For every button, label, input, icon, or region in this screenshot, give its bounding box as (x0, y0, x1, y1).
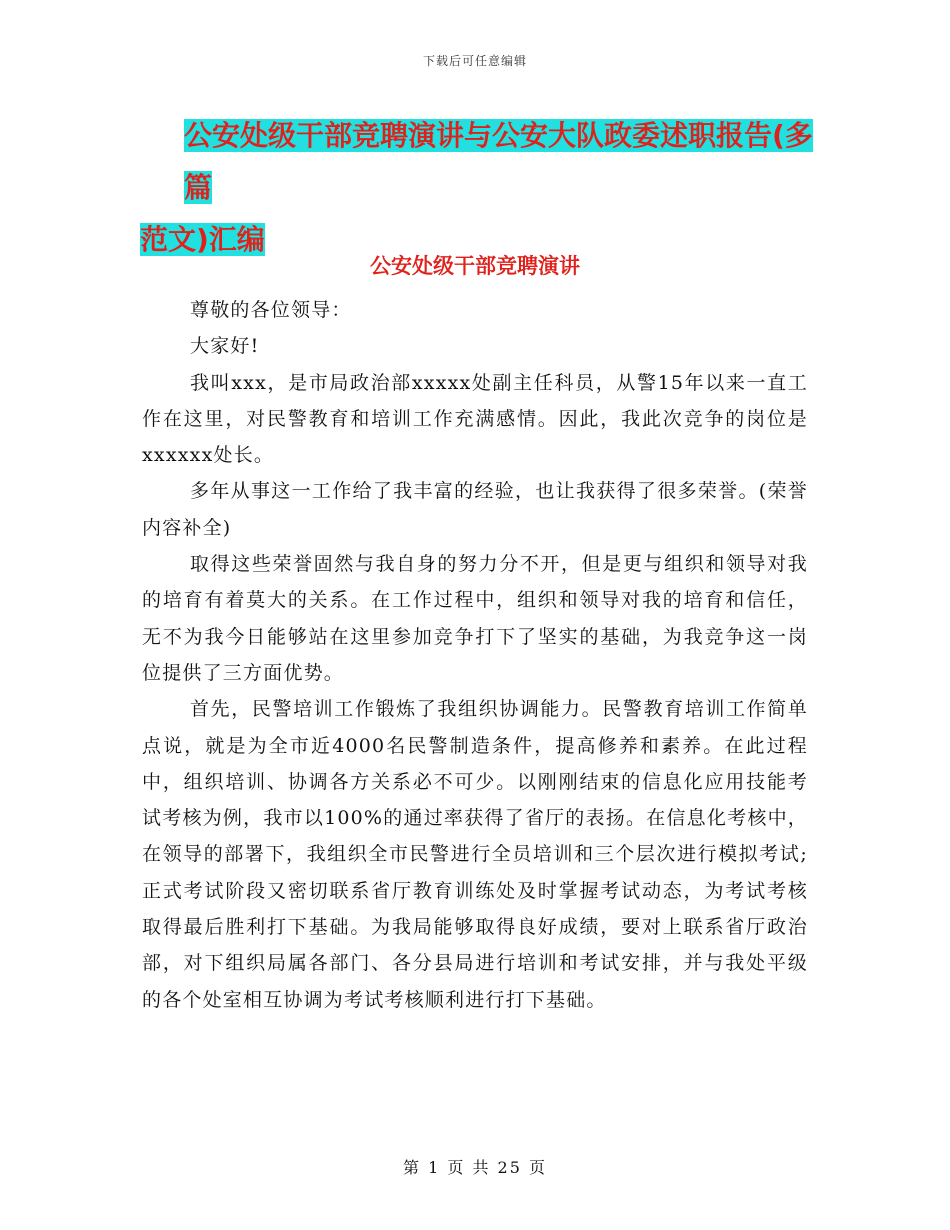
body-text (142, 292, 808, 1018)
paragraph: 尊敬的各位领导： (190, 299, 352, 321)
paragraph: 首先，民警培训工作锻炼了我组织协调能力。民警教育培训工作简单点说，就是为全市近4000名民警制造条件，提高修养和素养。在此过程中，组织培训、协调各方关系必不可少。以刚刚结束的信息化应用技能考试考核为例，我市以100%的通过率获得了省厅的表扬。在信息化考核中，在领导的部署下，我组织全市民警进行全员培训和三个层次进行模拟考试;正式考试阶段又密切联系省厅教育训练处及时掌握考试动态，为考试考核取得最后胜利打下基础。为我局能够取得良好成绩，要对上联系省厅政治部，对下组织局属各部门、各分县局进行培训和考试安排，并与我处平级的各个处室相互协调为考试考核顺利进行打下基础。 (142, 698, 808, 1011)
header-note: 下载后可任意编辑 (422, 54, 527, 68)
paragraph: 多年从事这一工作给了我丰富的经验，也让我获得了很多荣誉。(荣誉内容补全) (142, 480, 808, 539)
page-footer: 第 1 页 共 25 页 (403, 1158, 547, 1177)
section-title: 公安处级干部竞聘演讲 (370, 254, 580, 278)
paragraph: 我叫xxx，是市局政治部xxxxx处副主任科员，从警15年以来一直工作在这里，对民警教育和培训工作充满感情。因此，我此次竞争的岗位是xxxxxx处长。 (142, 371, 808, 467)
document-title-line1: 公安处级干部竞聘演讲与公安大队政委述职报告(多篇 (184, 119, 813, 204)
paragraph: 取得这些荣誉固然与我自身的努力分不开，但是更与组织和领导对我的培育有着莫大的关系。在工作过程中，组织和领导对我的培育和信任，无不为我今日能够站在这里参加竞争打下了坚实的基础，为我竞争这一岗位提供了三方面优势。 (142, 553, 808, 684)
document-title (140, 110, 820, 266)
paragraph: 大家好! (190, 335, 260, 358)
document-title-line2: 范文)汇编 (140, 223, 265, 256)
